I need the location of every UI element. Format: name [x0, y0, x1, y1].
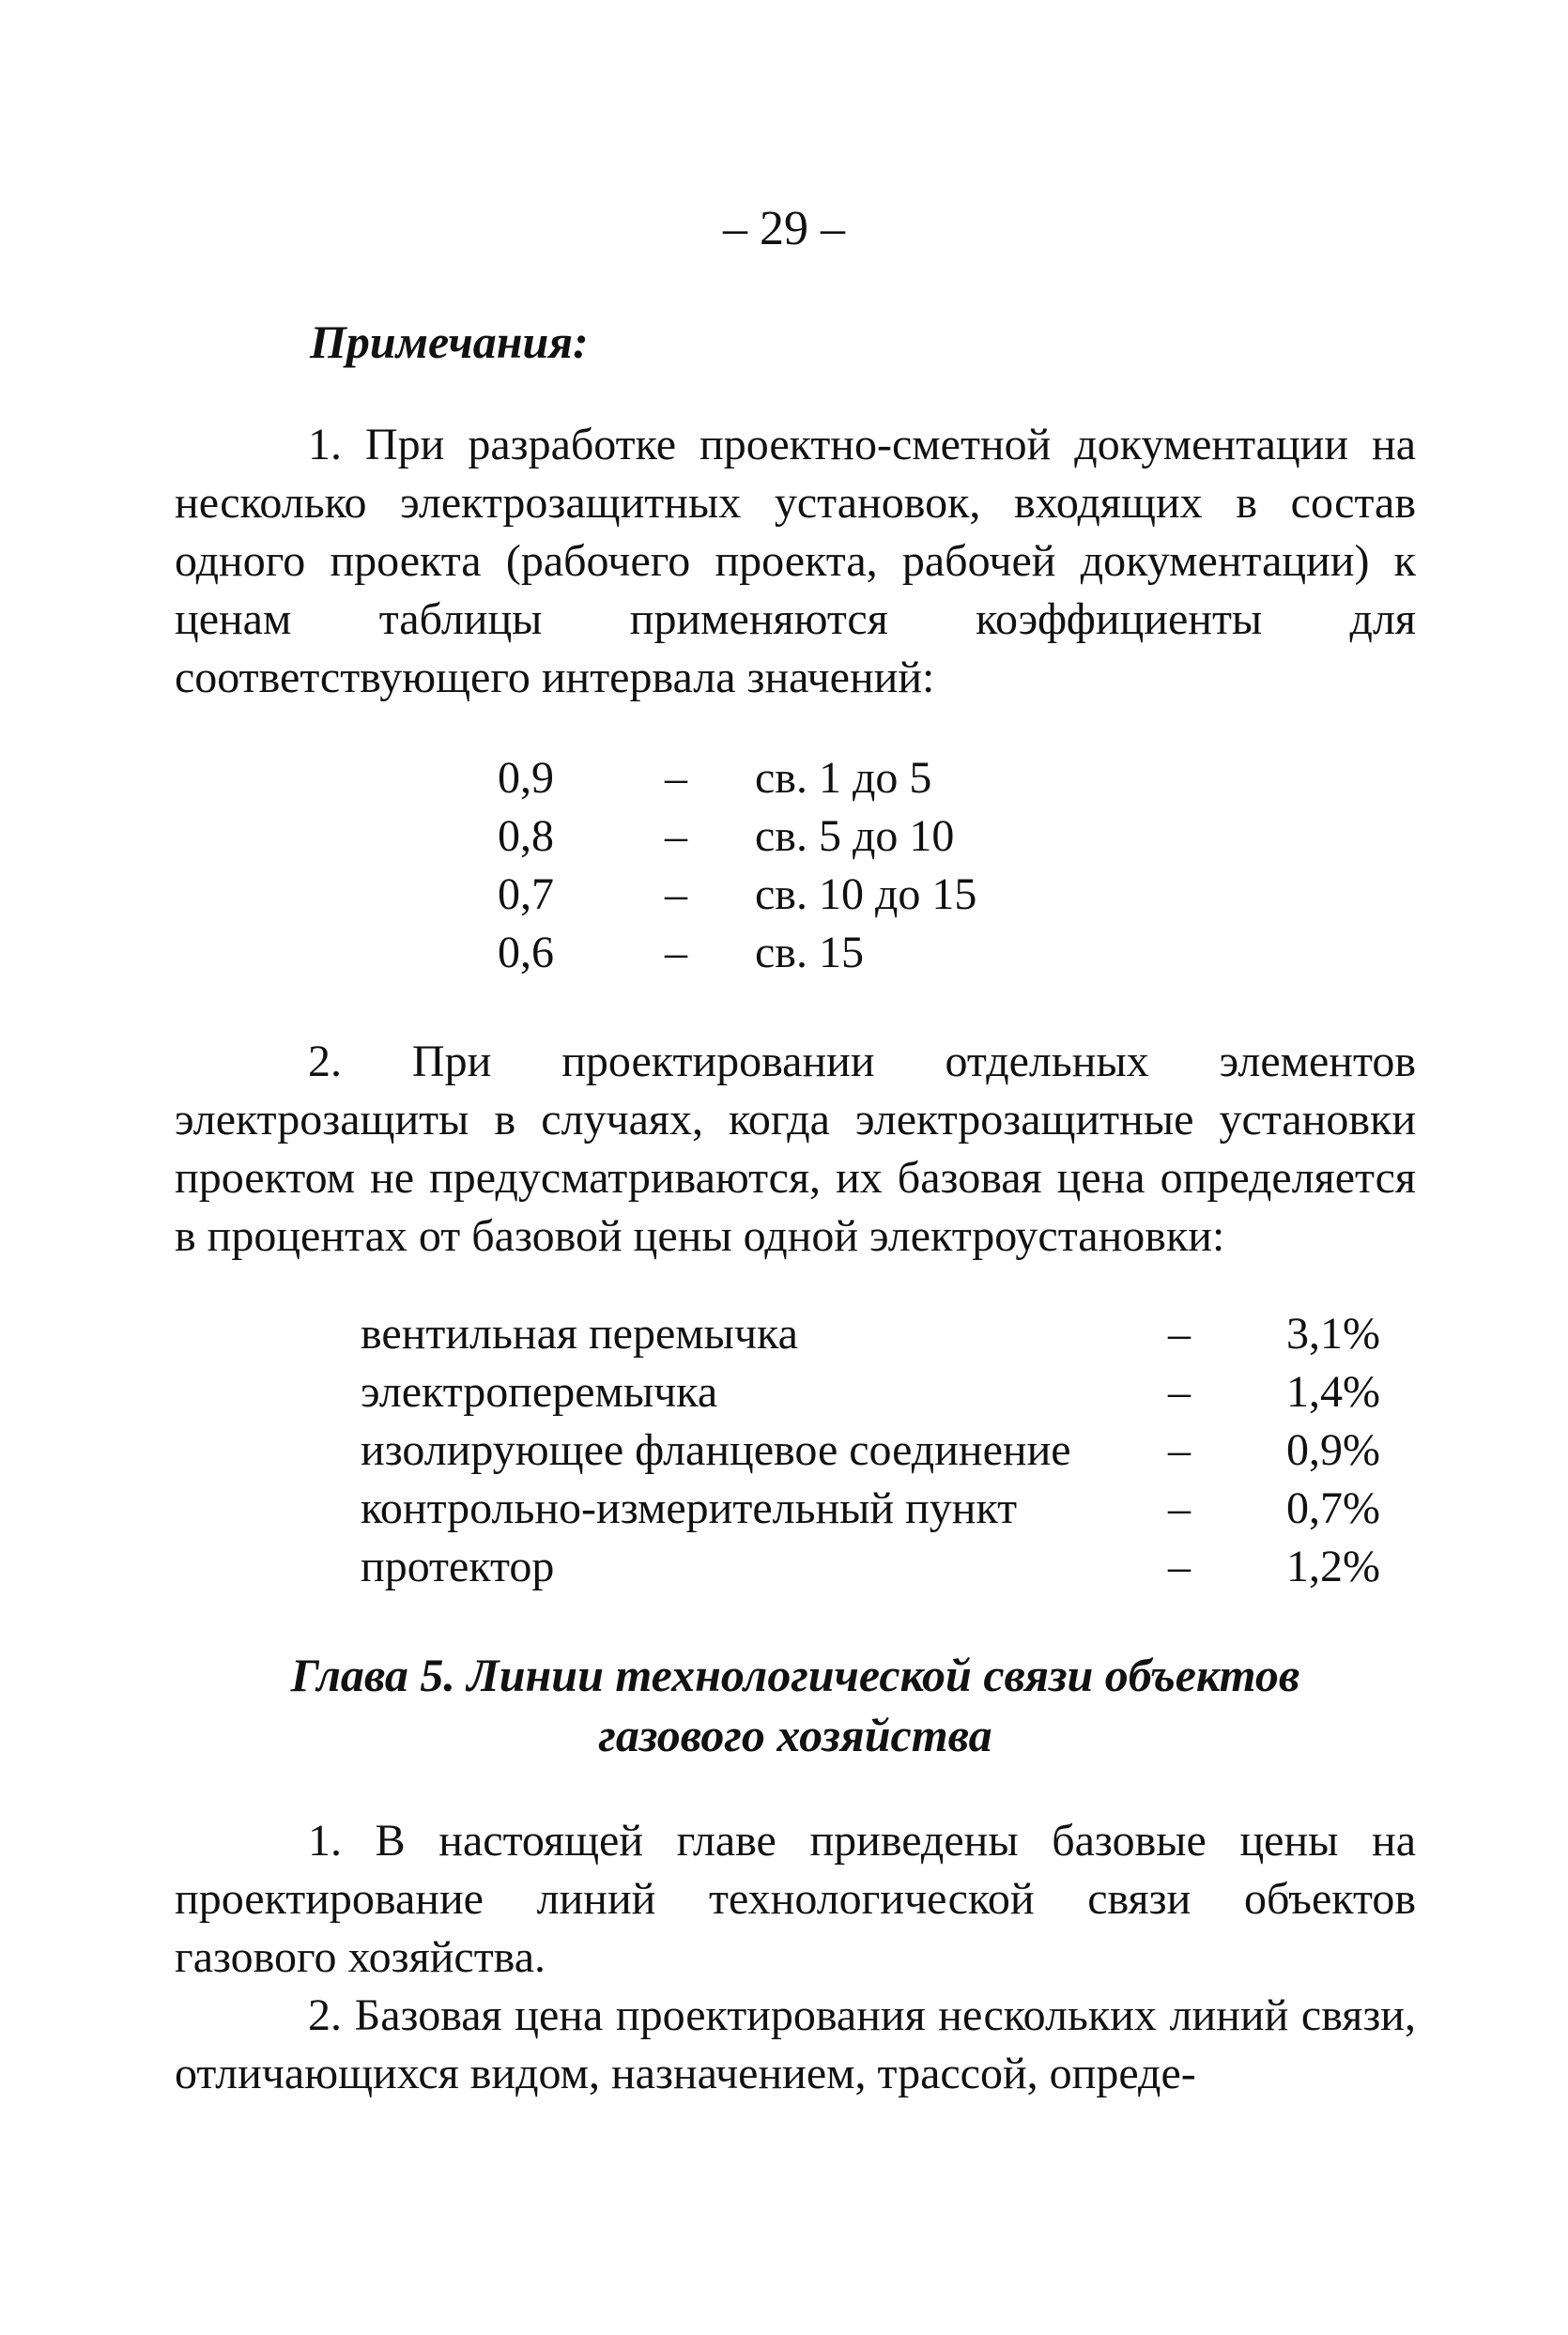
dash: – — [1168, 1309, 1191, 1359]
percentage-value: 1,4% — [1286, 1367, 1380, 1417]
percentage-row — [361, 1421, 1380, 1480]
percentage-value: 3,1% — [1286, 1309, 1380, 1359]
percentage-row — [361, 1480, 1380, 1538]
dash: – — [1168, 1425, 1191, 1475]
element-name: контрольно-измерительный пункт — [361, 1483, 1018, 1533]
coefficient-value: 0,9 — [498, 753, 554, 803]
chapter-paragraph-1: 1. В настоящей главе приведены базовые цены на проектирование линий технологической связи объектов газового хозяйства. — [175, 1816, 1416, 1982]
dash: – — [1168, 1367, 1191, 1417]
coefficient-value: 0,8 — [498, 811, 554, 861]
chapter-title — [175, 1645, 1416, 1765]
coefficient-row — [498, 866, 976, 924]
dash: – — [1168, 1542, 1191, 1591]
dash: – — [665, 869, 687, 919]
coefficient-row — [498, 807, 976, 866]
coefficient-range: св. 10 до 15 — [755, 869, 977, 919]
coefficient-range: св. 1 до 5 — [755, 753, 932, 803]
coefficient-value: 0,7 — [498, 869, 554, 919]
coefficient-range: св. 15 — [755, 928, 864, 977]
dash: – — [665, 811, 687, 861]
percentage-value: 0,7% — [1286, 1483, 1380, 1533]
element-name: протектор — [361, 1542, 555, 1591]
page-number: – 29 – — [723, 202, 845, 255]
coefficient-row — [498, 749, 976, 807]
percentage-value: 0,9% — [1286, 1425, 1380, 1475]
coefficients-table — [498, 749, 976, 982]
notes-heading: Примечания: — [310, 315, 589, 368]
element-name: электроперемычка — [361, 1367, 718, 1417]
coefficient-value: 0,6 — [498, 928, 554, 977]
note-2-paragraph: 2. При проектировании отдельных элементов электрозащиты в случаях, когда электрозащитные установки проектом не предусматриваются, их базовая цена определяется в процентах от базовой цены одной электроустановки: — [175, 1037, 1416, 1261]
dash: – — [665, 928, 687, 977]
percentage-row — [361, 1305, 1380, 1363]
element-name: изолирующее фланцевое соединение — [361, 1425, 1071, 1475]
percentage-row — [361, 1538, 1380, 1596]
dash: – — [665, 753, 687, 803]
dash: – — [1168, 1483, 1191, 1533]
percentage-value: 1,2% — [1286, 1542, 1380, 1591]
coefficient-range: св. 5 до 10 — [755, 811, 955, 861]
percentages-table — [361, 1305, 1380, 1596]
element-name: вентильная перемычка — [361, 1309, 798, 1359]
percentage-row — [361, 1363, 1380, 1421]
chapter-title-line: газового хозяйства — [598, 1709, 992, 1761]
coefficient-row — [498, 924, 976, 982]
note-1-paragraph: 1. При разработке проектно-сметной документации на несколько электрозащитных установок, входящих в состав одного проекта (рабочего проекта, рабочей документации) к ценам таблицы применяются коэффициенты для соответствующего интервала значений: — [175, 420, 1416, 702]
chapter-paragraph-2: 2. Базовая цена проектирования нескольких линий связи, отличающихся видом, назначением, трассой, опреде- — [175, 1990, 1416, 2098]
chapter-title-line: Глава 5. Линии технологической связи объектов — [290, 1649, 1300, 1701]
